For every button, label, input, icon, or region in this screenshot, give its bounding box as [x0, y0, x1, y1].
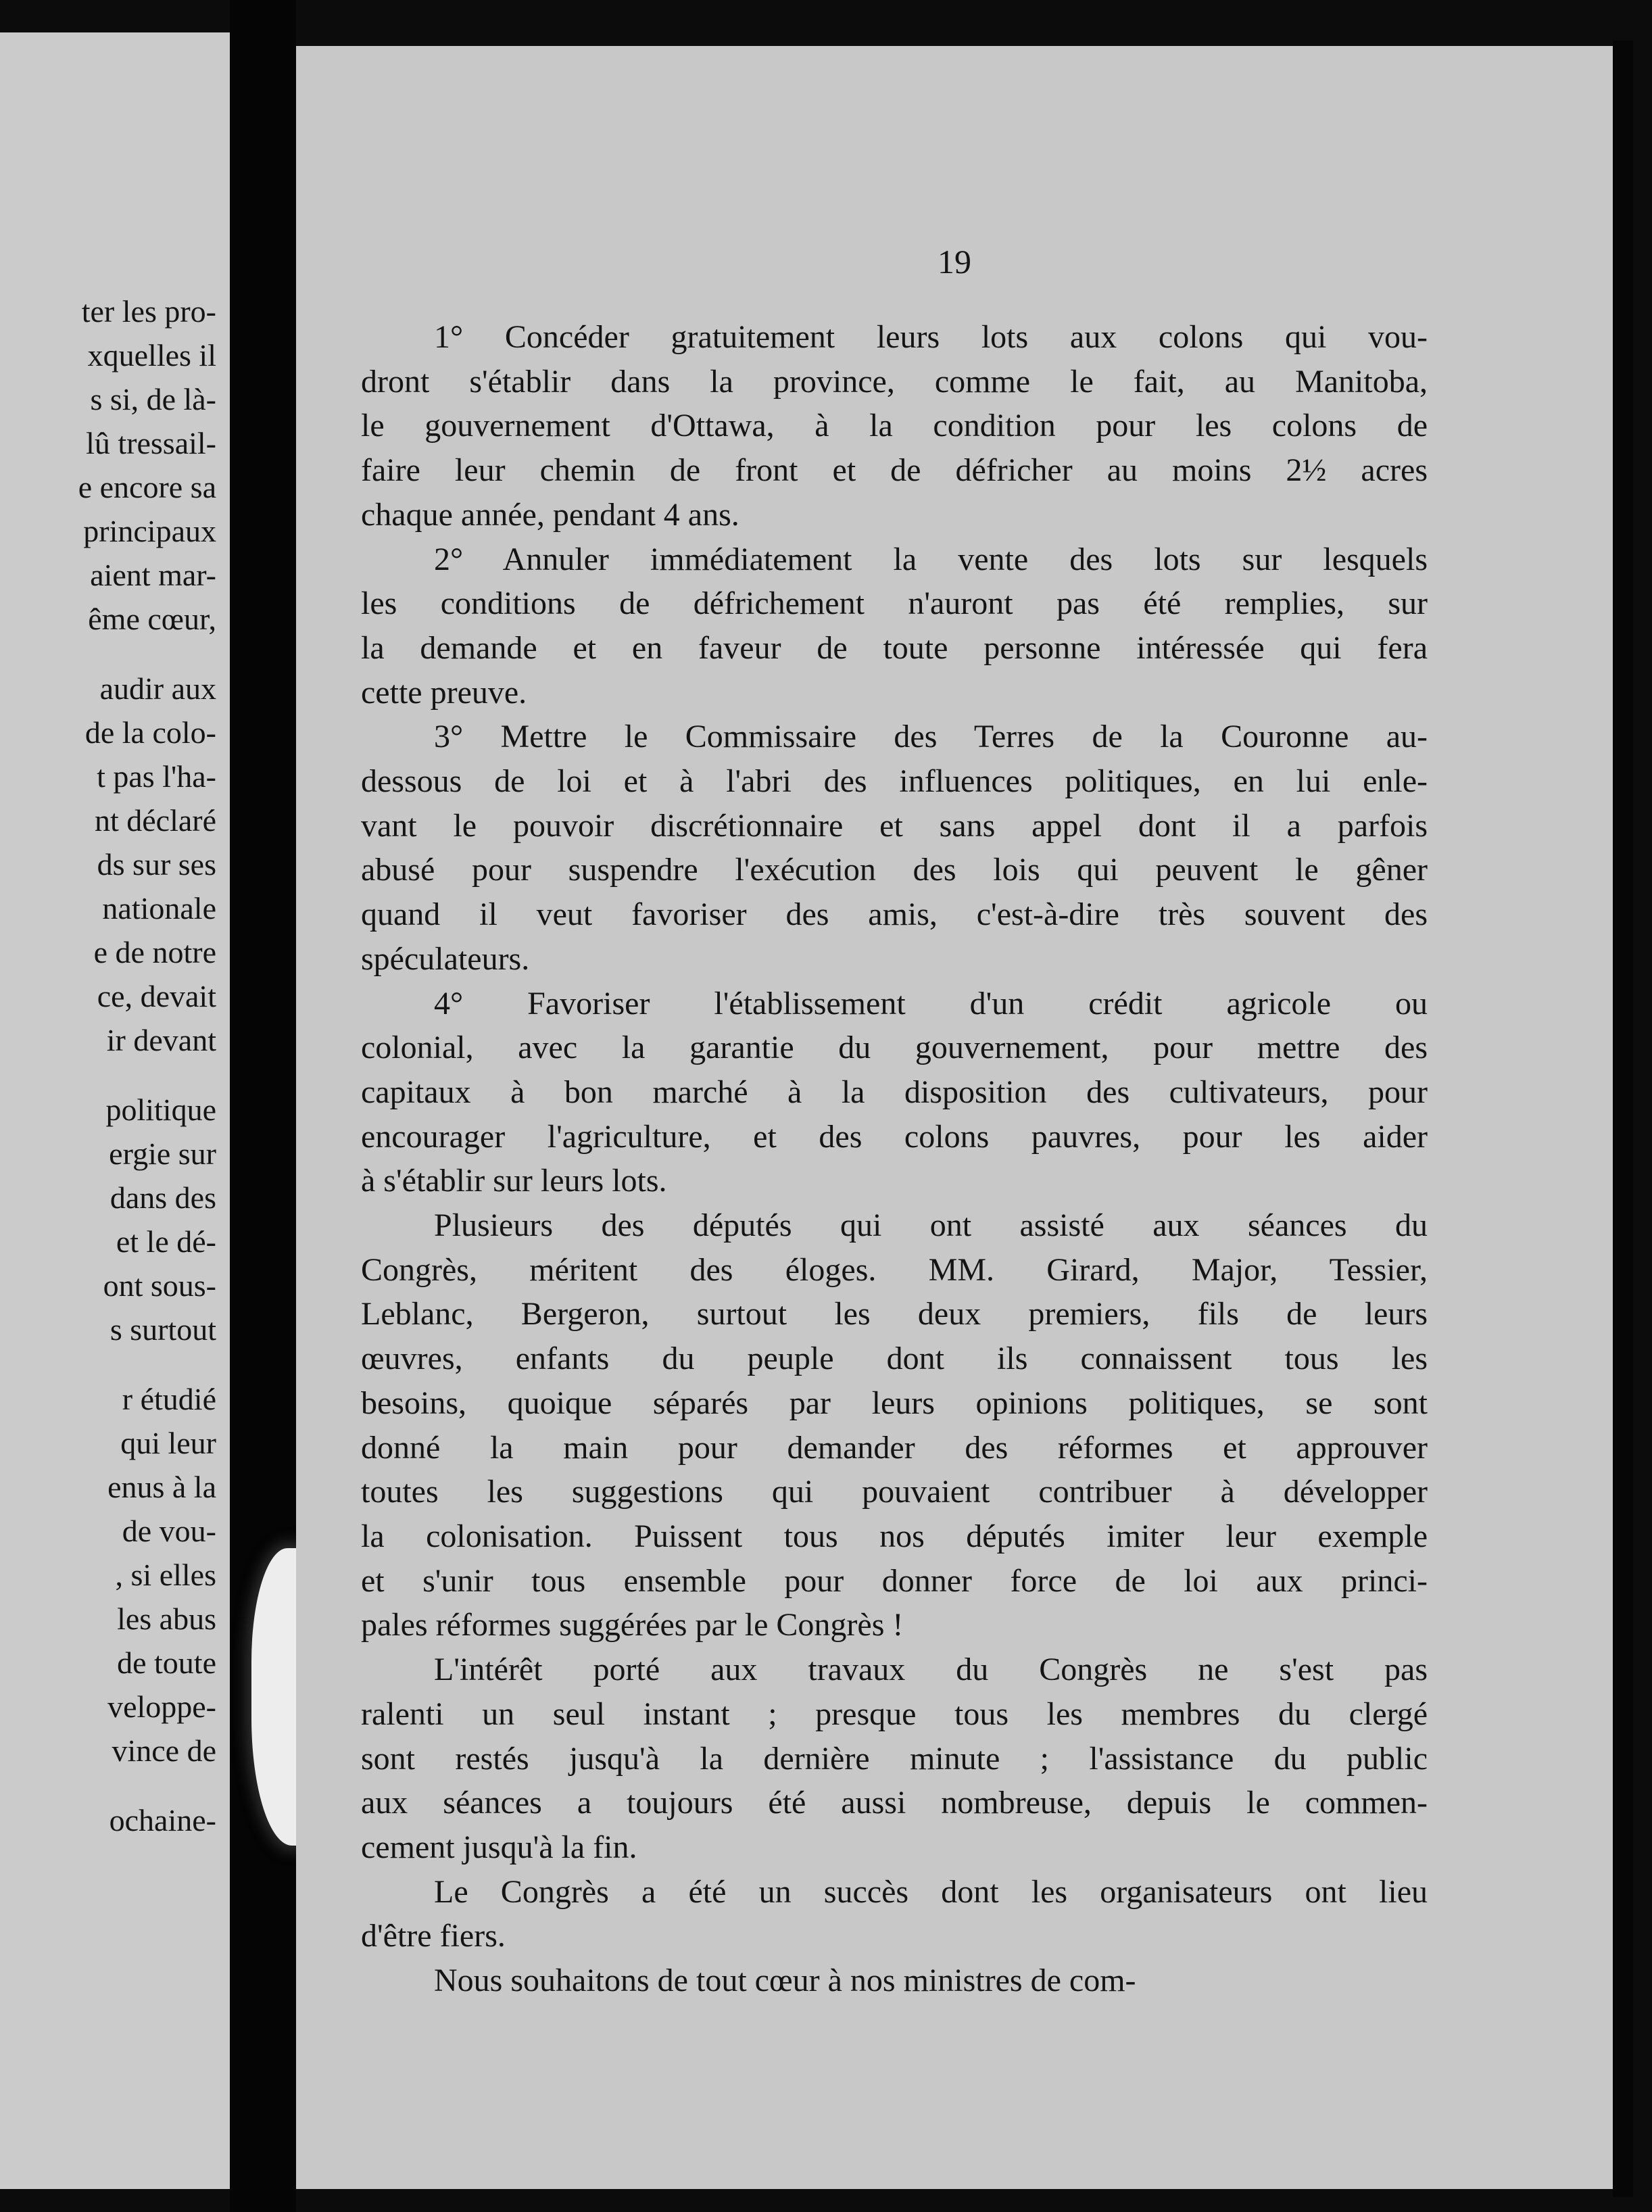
text-line: capitaux à bon marché à la disposition des cultivateurs, pour [361, 1074, 1428, 1110]
left-page-line: principaux [83, 514, 216, 548]
left-page-line [78, 1351, 216, 1377]
text-line: le gouvernement d'Ottawa, à la condition pour les colons de [361, 408, 1428, 444]
paragraph [361, 1870, 1428, 1958]
text-line: la colonisation. Puissent tous nos députés imiter leur exemple [361, 1518, 1428, 1554]
text-line: Leblanc, Bergeron, surtout les deux premiers, fils de leurs [361, 1296, 1428, 1332]
left-page-line: nationale [102, 891, 216, 925]
text-line: et s'unir tous ensemble pour donner force de loi aux princi- [361, 1562, 1428, 1599]
scan-edge [1613, 41, 1633, 2197]
paragraph [361, 715, 1428, 981]
text-line: aux séances a toujours été aussi nombreuse, depuis le commen- [361, 1785, 1428, 1821]
left-page-line: ter les pro- [81, 294, 216, 329]
text-line: pales réformes suggérées par le Congrès ! [361, 1607, 904, 1643]
left-page-line: , si elles [115, 1558, 216, 1592]
left-page-line: s surtout [110, 1312, 216, 1347]
text-line: besoins, quoique séparés par leurs opinions politiques, se sont [361, 1385, 1428, 1421]
left-page-line: ce, devait [97, 979, 216, 1013]
text-line: 1° Concéder gratuitement leurs lots aux colons qui vou- [434, 319, 1428, 355]
text-line: Congrès, méritent des éloges. MM. Girard, Major, Tessier, [361, 1251, 1428, 1288]
previous-page-text [78, 289, 216, 1842]
paragraph [361, 1648, 1428, 1870]
paragraph [361, 1203, 1428, 1648]
left-page-line: s si, de là- [90, 382, 216, 416]
text-line: d'être fiers. [361, 1918, 506, 1954]
previous-page-fragment [0, 32, 230, 2189]
left-page-line: ême cœur, [88, 602, 216, 636]
left-page-line: veloppe- [107, 1689, 216, 1724]
text-line: vant le pouvoir discrétionnaire et sans appel dont il a parfois [361, 807, 1428, 844]
left-page-line: xquelles il [87, 338, 216, 372]
left-page-line: de la colo- [84, 715, 216, 750]
left-page-line: lû tressail- [86, 426, 216, 460]
text-line: dessous de loi et à l'abri des influences politiques, en lui enle- [361, 763, 1428, 800]
text-line: encourager l'agriculture, et des colons pauvres, pour les aider [361, 1118, 1428, 1155]
left-page-line: qui leur [120, 1426, 216, 1460]
paragraph [361, 982, 1428, 1204]
paragraph [361, 1958, 1428, 2003]
text-line: la demande et en faveur de toute personne intéressée qui fera [361, 629, 1428, 666]
left-page-line: audir aux [99, 671, 216, 706]
text-line: Le Congrès a été un succès dont les organisateurs ont lieu [434, 1873, 1428, 1910]
text-line: sont restés jusqu'à la dernière minute ; l'assistance du public [361, 1740, 1428, 1777]
text-line: ralenti un seul instant ; presque tous les membres du clergé [361, 1696, 1428, 1732]
left-page-line: ir devant [106, 1023, 216, 1057]
left-page-line: r étudié [122, 1382, 216, 1416]
left-page-line: de toute [117, 1645, 216, 1680]
left-page-line: ont sous- [103, 1268, 216, 1303]
left-page-line [78, 1773, 216, 1798]
text-line: donné la main pour demander des réformes et approuver [361, 1429, 1428, 1466]
text-line: spéculateurs. [361, 940, 530, 977]
book-gutter [230, 0, 296, 2212]
text-line: 2° Annuler immédiatement la vente des lots sur lesquels [434, 541, 1428, 577]
text-line: faire leur chemin de front et de défricher au moins 2½ acres [361, 452, 1428, 489]
text-line: colonial, avec la garantie du gouvernement, pour mettre des [361, 1030, 1428, 1066]
text-line: cette preuve. [361, 674, 527, 711]
left-page-line: et le dé- [116, 1224, 216, 1259]
left-page-line: e de notre [93, 935, 216, 969]
left-page-line: politique [105, 1092, 216, 1127]
text-line: cement jusqu'à la fin. [361, 1829, 637, 1865]
left-page-line: nt déclaré [94, 803, 216, 838]
left-page-line: ochaine- [109, 1803, 216, 1837]
page-number: 19 [938, 243, 971, 281]
left-page-line: ergie sur [109, 1136, 216, 1171]
text-line: œuvres, enfants du peuple dont ils connaissent tous les [361, 1341, 1428, 1377]
text-line: Plusieurs des députés qui ont assisté aux séances du [434, 1207, 1428, 1244]
left-page-line [78, 641, 216, 667]
text-line: quand il veut favoriser des amis, c'est-à-dire très souvent des [361, 896, 1428, 933]
text-line: L'intérêt porté aux travaux du Congrès ne s'est pas [434, 1652, 1428, 1688]
current-page [296, 46, 1613, 2189]
paragraph [361, 537, 1428, 715]
text-line: dront s'établir dans la province, comme le fait, au Manitoba, [361, 363, 1428, 400]
body-text [361, 315, 1428, 2003]
text-line: chaque année, pendant 4 ans. [361, 496, 739, 533]
text-line: les conditions de défrichement n'auront pas été remplies, sur [361, 585, 1428, 622]
left-page-line: de vou- [122, 1514, 216, 1548]
left-page-line: enus à la [107, 1470, 216, 1504]
left-page-line [78, 1062, 216, 1088]
left-page-line: vince de [112, 1733, 216, 1768]
left-page-line: aient mar- [90, 558, 216, 592]
text-line: Nous souhaitons de tout cœur à nos ministres de com- [434, 1963, 1136, 1999]
left-page-line: ds sur ses [97, 847, 216, 882]
left-page-line: dans des [110, 1180, 216, 1215]
text-line: toutes les suggestions qui pouvaient contribuer à développer [361, 1474, 1428, 1510]
left-page-line: e encore sa [78, 470, 216, 504]
text-line: 3° Mettre le Commissaire des Terres de la Couronne au- [434, 719, 1428, 755]
text-line: abusé pour suspendre l'exécution des lois qui peuvent le gêner [361, 852, 1428, 888]
text-line: à s'établir sur leurs lots. [361, 1163, 667, 1199]
left-page-line: t pas l'ha- [97, 759, 216, 794]
text-line: 4° Favoriser l'établissement d'un crédit agricole ou [434, 985, 1428, 1021]
left-page-line: les abus [117, 1602, 216, 1636]
paragraph [361, 315, 1428, 537]
